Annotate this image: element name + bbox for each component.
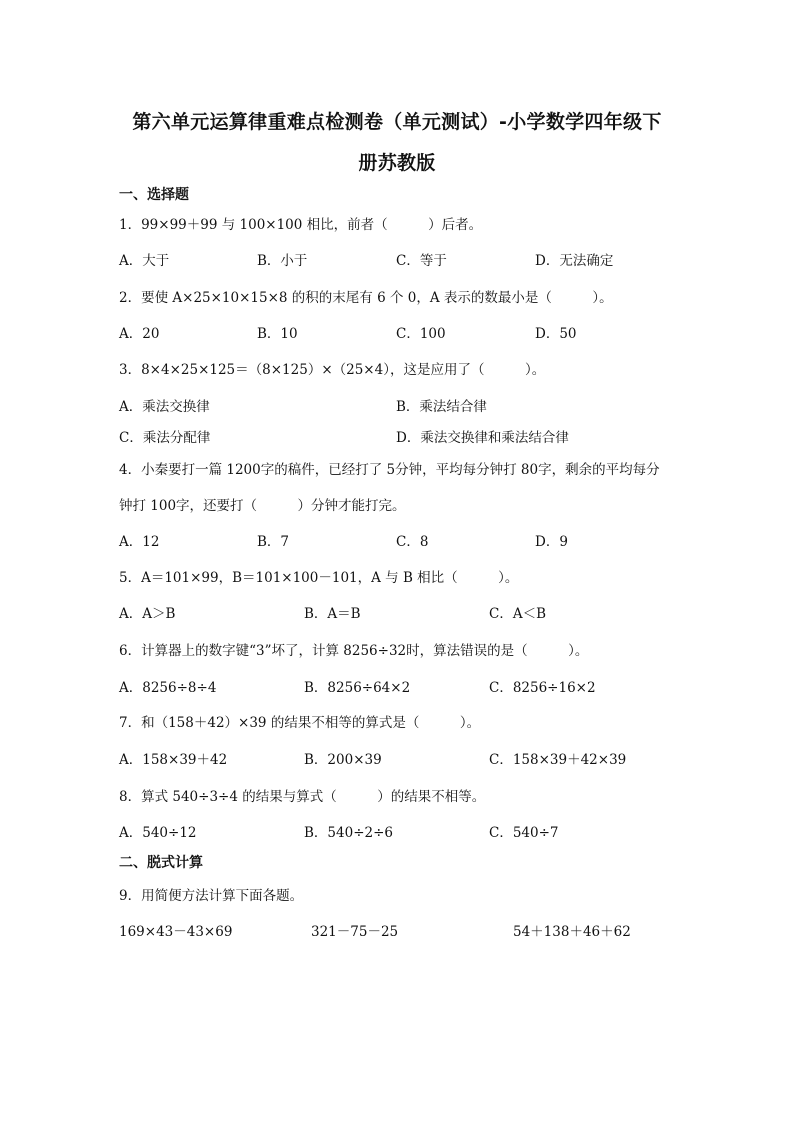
question-4-option-a: A．12 <box>119 534 160 550</box>
question-9-expression-3: 54＋138＋46＋62 <box>513 924 631 940</box>
question-6-option-c: C．8256÷16×2 <box>489 680 596 696</box>
question-3-option-b: B．乘法结合律 <box>396 399 487 415</box>
question-9-expression-2: 321－75－25 <box>311 924 399 940</box>
question-7-option-a: A．158×39＋42 <box>119 752 228 768</box>
section-heading-calc: 二、脱式计算 <box>119 855 203 871</box>
question-2-option-b: B．10 <box>257 326 298 342</box>
question-9-stem: 9．用简便方法计算下面各题。 <box>119 888 304 904</box>
question-5-option-a: A．A＞B <box>119 606 176 622</box>
question-8-option-a: A．540÷12 <box>119 825 197 841</box>
question-6-option-b: B．8256÷64×2 <box>304 680 411 696</box>
question-3-stem: 3．8×4×25×125＝（8×125）×（25×4），这是应用了（ ）。 <box>119 362 546 378</box>
question-8-option-b: B．540÷2÷6 <box>304 825 393 841</box>
question-1-option-d: D．无法确定 <box>535 253 614 269</box>
question-2-option-d: D．50 <box>535 326 577 342</box>
document-title-line-2: 册苏教版 <box>358 152 436 174</box>
question-5-option-b: B．A＝B <box>304 606 361 622</box>
question-7-stem: 7．和（158＋42）×39 的结果不相等的算式是（ ）。 <box>119 715 481 731</box>
question-8-stem: 8．算式 540÷3÷4 的结果与算式（ ）的结果不相等。 <box>119 789 486 805</box>
question-6-option-a: A．8256÷8÷4 <box>119 680 217 696</box>
question-3-option-a: A．乘法交换律 <box>119 399 210 415</box>
question-4-stem-line-2: 钟打 100字，还要打（ ）分钟才能打完。 <box>119 498 406 514</box>
question-7-option-b: B．200×39 <box>304 752 382 768</box>
question-4-stem-line-1: 4．小秦要打一篇 1200字的稿件，已经打了 5分钟，平均每分钟打 80字，剩余的平均每分 <box>119 462 660 478</box>
section-heading-choice: 一、选择题 <box>119 187 189 203</box>
question-3-option-c: C．乘法分配律 <box>119 430 211 446</box>
question-1-option-c: C．等于 <box>396 253 447 269</box>
question-8-option-c: C．540÷7 <box>489 825 559 841</box>
question-3-option-d: D．乘法交换律和乘法结合律 <box>396 430 569 446</box>
question-4-option-b: B．7 <box>257 534 290 550</box>
question-1-stem: 1．99×99＋99 与 100×100 相比，前者（ ）后者。 <box>119 217 483 233</box>
document-title-line-1: 第六单元运算律重难点检测卷（单元测试）-小学数学四年级下 <box>132 111 662 133</box>
question-9-expression-1: 169×43－43×69 <box>119 924 233 940</box>
question-1-option-b: B．小于 <box>257 253 308 269</box>
question-4-option-d: D．9 <box>535 534 568 550</box>
question-2-stem: 2．要使 A×25×10×15×8 的积的末尾有 6 个 0，A 表示的数最小是（ ）。 <box>119 290 613 306</box>
question-1-option-a: A．大于 <box>119 253 170 269</box>
question-4-option-c: C．8 <box>396 534 429 550</box>
question-5-option-c: C．A＜B <box>489 606 546 622</box>
question-7-option-c: C．158×39＋42×39 <box>489 752 627 768</box>
question-6-stem: 6．计算器上的数字键“3”坏了，计算 8256÷32时，算法错误的是（ ）。 <box>119 643 589 659</box>
question-2-option-a: A．20 <box>119 326 160 342</box>
question-5-stem: 5．A＝101×99，B＝101×100－101，A 与 B 相比（ ）。 <box>119 570 519 586</box>
question-2-option-c: C．100 <box>396 326 446 342</box>
